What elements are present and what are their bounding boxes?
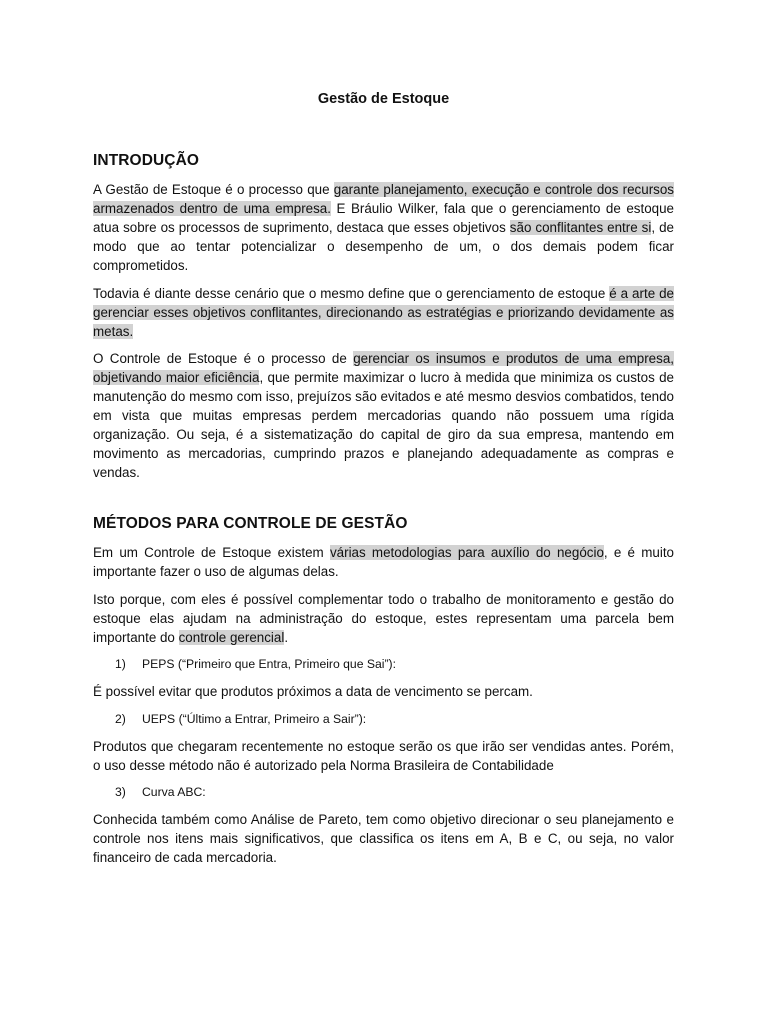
highlighted-text: garante planejamento, execução e controle dos recursos armazenados dentro de uma empresa. bbox=[93, 182, 674, 216]
highlighted-text: é a arte de gerenciar esses objetivos conflitantes, direcionando as estratégias e priorizando devidamente as metas. bbox=[93, 285, 674, 339]
intro-paragraph-2 bbox=[93, 284, 674, 341]
curva-abc-description: Conhecida também como Análise de Pareto, tem como objetivo direcionar o seu planejamento e controle nos itens mais significativos, que classifica os itens em A, B e C, ou seja, no valor financeiro de cada mercadoria. bbox=[93, 812, 674, 865]
section-heading-introducao: INTRODUÇÃO bbox=[93, 152, 200, 169]
peps-description: É possível evitar que produtos próximos a data de vencimento se percam. bbox=[93, 684, 533, 699]
intro-paragraph-3 bbox=[93, 349, 674, 482]
highlighted-text: controle gerencial bbox=[178, 629, 285, 645]
document-page bbox=[93, 88, 674, 876]
highlighted-text: várias metodologias para auxílio do negócio bbox=[329, 545, 604, 560]
list-number: 1) bbox=[115, 657, 126, 671]
section-heading-metodos: MÉTODOS PARA CONTROLE DE GESTÃO bbox=[93, 515, 408, 532]
highlighted-text: gerenciar os insumos e produtos de uma empresa, objetivando maior eficiência bbox=[93, 351, 674, 385]
methods-paragraph-2 bbox=[93, 590, 674, 647]
list-item-curva-abc bbox=[115, 783, 674, 802]
list-item-ueps bbox=[115, 710, 674, 729]
text-run: E Bráulio Wilker, fala que o gerenciamento de estoque atua sobre os processos de suprimento, destaca que esses objetivos bbox=[93, 201, 674, 235]
text-run: , e é muito importante fazer o uso de algumas delas. bbox=[93, 545, 674, 579]
text-run: , que permite maximizar o lucro à medida que minimiza os custos de manutenção do mesmo com isso, prejuízos são evitados e até mesmo desvios combatidos, tendo em vista que muitas empresas perdem mercadorias quando não possuem uma rígida organização. Ou seja, é a sistematização do capital de giro da sua empresa, mantendo em movimento as mercadorias, cumprindo prazos e planejando adequadamente as compras e vendas. bbox=[93, 370, 674, 480]
list-item-peps bbox=[115, 655, 674, 674]
list-item-label: PEPS (“Primeiro que Entra, Primeiro que Sai”): bbox=[142, 657, 396, 671]
text-run: Isto porque, com eles é possível complementar todo o trabalho de monitoramento e gestão do estoque elas ajudam na administração do estoque, estes representam uma parcela bem importante do bbox=[93, 591, 674, 645]
list-number: 3) bbox=[115, 785, 126, 799]
text-run: Todavia é diante desse cenário que o mesmo define que o gerenciamento de estoque bbox=[93, 285, 610, 301]
text-run: Em um Controle de Estoque existem bbox=[93, 545, 330, 560]
text-run: , de modo que ao tentar potencializar o desempenho de um, o dos demais podem ficar comprometidos. bbox=[93, 220, 674, 273]
ueps-description: Produtos que chegaram recentemente no estoque serão os que irão ser vendidas antes. Porém, o uso desse método não é autorizado pela Norma Brasileira de Contabilidade bbox=[93, 738, 674, 773]
intro-paragraph-1 bbox=[93, 180, 674, 275]
list-item-label: UEPS (“Último a Entrar, Primeiro a Sair”): bbox=[142, 711, 367, 726]
list-item-label: Curva ABC: bbox=[142, 785, 206, 799]
highlighted-text: são conflitantes entre si bbox=[509, 220, 652, 235]
methods-paragraph-1 bbox=[93, 543, 674, 581]
text-run: O Controle de Estoque é o processo de bbox=[93, 351, 354, 366]
text-run: . bbox=[284, 629, 289, 645]
list-number: 2) bbox=[115, 711, 126, 726]
page-title: Gestão de Estoque bbox=[317, 91, 450, 107]
text-run: A Gestão de Estoque é o processo que bbox=[93, 182, 334, 197]
